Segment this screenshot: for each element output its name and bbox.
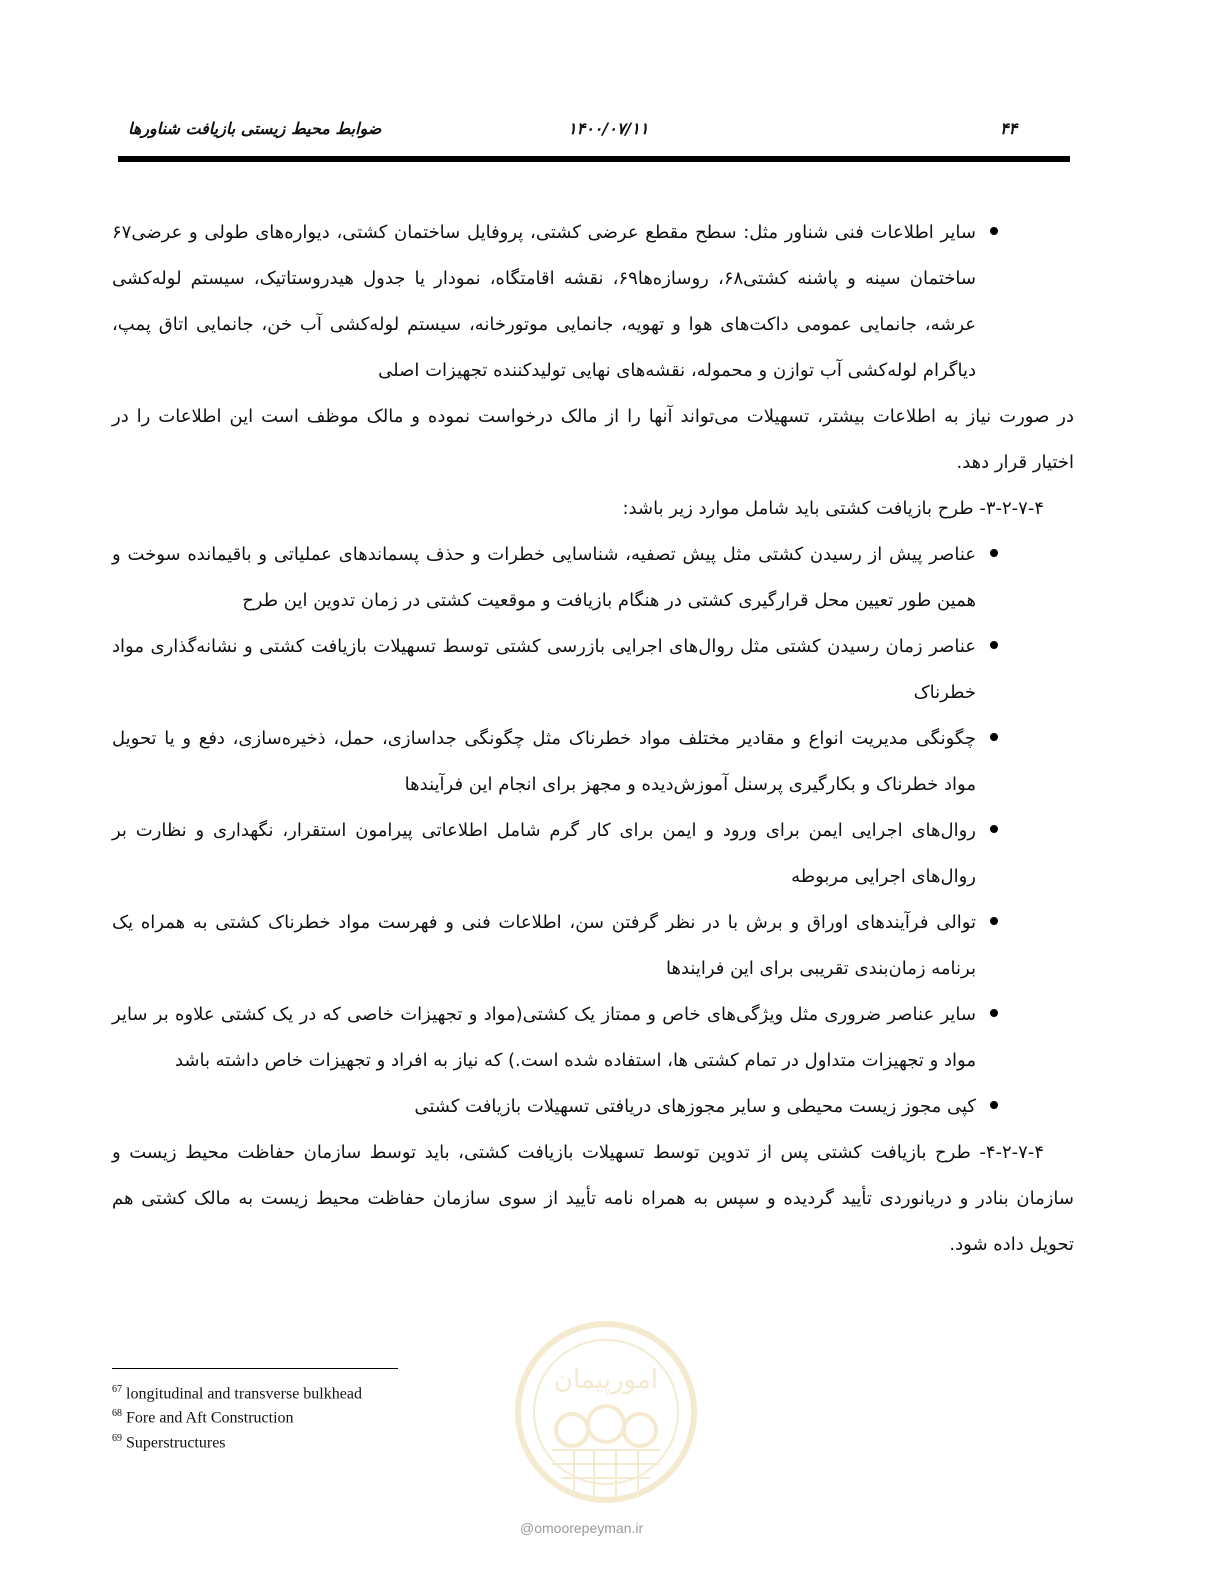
footnote-separator — [112, 1368, 398, 1369]
bullet-icon — [990, 733, 998, 741]
header-title: ضوابط محیط زیستی بازیافت شناورها — [128, 119, 382, 138]
footnote-68: $^{68}$ Fore and Aft Construction — [112, 1408, 294, 1427]
list-item: سایر اطلاعات فنی شناور مثل: سطح مقطع عرضی کشتی، پروفایل ساختمان کشتی، دیواره‌های طولی و عرضی۶۷ ساختمان سینه و پاشنه کشتی۶۸، روسازه‌ها۶۹، نقشه اقامتگاه، نمودار یا جدول هیدروستاتیک، سیستم لوله‌کشی عرشه، جانمایی عمومی داکت‌های هوا و تهویه، جانمایی موتورخانه، سیستم لوله‌کشی آب خن، جانمایی اتاق پمپ، دیاگرام لوله‌کشی آب توازن و محموله، نقشه‌های نهایی تولیدکننده تجهیزات اصلی — [112, 210, 1074, 394]
bullet-icon — [990, 227, 998, 235]
bullet-icon — [990, 917, 998, 925]
bullet-icon — [990, 549, 998, 557]
list-item: توالی فرآیندهای اوراق و برش با در نظر گرفتن سن، اطلاعات فنی و فهرست مواد خطرناک کشتی به همراه یک برنامه زمان‌بندی تقریبی برای این فرایندها — [112, 900, 1074, 992]
list-item: سایر عناصر ضروری مثل ویژگی‌های خاص و ممتاز یک کشتی(مواد و تجهیزات خاصی که در یک کشتی علاوه بر سایر مواد و تجهیزات متداول در تمام کشتی ها، استفاده شده است.) که نیاز به افراد و تجهیزات خاص داشته باشد — [112, 992, 1074, 1084]
watermark-logo-icon — [512, 1318, 700, 1508]
watermark-site: @omoorepeyman.ir — [520, 1520, 644, 1536]
list-item: عناصر زمان رسیدن کشتی مثل روال‌های اجرایی بازرسی کشتی توسط تسهیلات بازیافت کشتی و نشانه‌گذاری مواد خطرناک — [112, 624, 1074, 716]
bullet-icon — [990, 825, 998, 833]
intro-bullet-list — [112, 210, 1074, 394]
bullet-icon — [990, 1009, 998, 1017]
list-item: چگونگی مدیریت انواع و مقادیر مختلف مواد خطرناک مثل چگونگی جداسازی، حمل، ذخیره‌سازی، دفع و یا تحویل مواد خطرناک و بکارگیری پرسنل آموزش‌دیده و مجهز برای انجام این فرآیندها — [112, 716, 1074, 808]
footnotes — [112, 1380, 362, 1453]
document-body — [112, 210, 1074, 1268]
list-item: کپی مجوز زیست محیطی و سایر مجوزهای دریافتی تسهیلات بازیافت کشتی — [112, 1084, 1074, 1130]
bullet-icon — [990, 1101, 998, 1109]
section-heading-3: ۳-۲-۷-۴- طرح بازیافت کشتی باید شامل موارد زیر باشد: — [622, 498, 1044, 519]
footnote-69: $^{69}$ Superstructures — [112, 1432, 226, 1451]
bullet-icon — [990, 641, 998, 649]
header-date: ۱۴۰۰/۰۷/۱۱ — [568, 119, 649, 138]
watermark-logo-text: امورپیمان — [553, 1365, 659, 1395]
section-paragraph-4: ۴-۲-۷-۴- طرح بازیافت کشتی پس از تدوین توسط تسهیلات بازیافت کشتی، باید توسط سازمان حفاظت محیط زیست و سازمان بنادر و دریانوردی تأیید گردیده و سپس به همراه نامه تأیید از سوی سازمان حفاظت محیط زیست به مالک کشتی هم تحویل داده شود. — [112, 1142, 1074, 1255]
list-item: عناصر پیش از رسیدن کشتی مثل پیش تصفیه، شناسایی خطرات و حذف پسماندهای عملیاتی و باقیمانده سوخت و همین طور تعیین محل قرارگیری کشتی در هنگام بازیافت و موقعیت کشتی در زمان تدوین این طرح — [112, 532, 1074, 624]
footnote-67: $^{67}$ longitudinal and transverse bulkhead — [112, 1384, 362, 1403]
list-item: روال‌های اجرایی ایمن برای ورود و ایمن برای کار گرم شامل اطلاعاتی پیرامون استقرار، نگهداری و نظارت بر روال‌های اجرایی مربوطه — [112, 808, 1074, 900]
header-page-number: ۴۴ — [1000, 119, 1018, 138]
plan-items-list — [112, 532, 1074, 1130]
header-rule — [118, 156, 1070, 162]
paragraph-more-info: در صورت نیاز به اطلاعات بیشتر، تسهیلات می‌تواند آنها را از مالک درخواست نموده و مالک موظف است این اطلاعات را در اختیار قرار دهد. — [112, 406, 1074, 473]
